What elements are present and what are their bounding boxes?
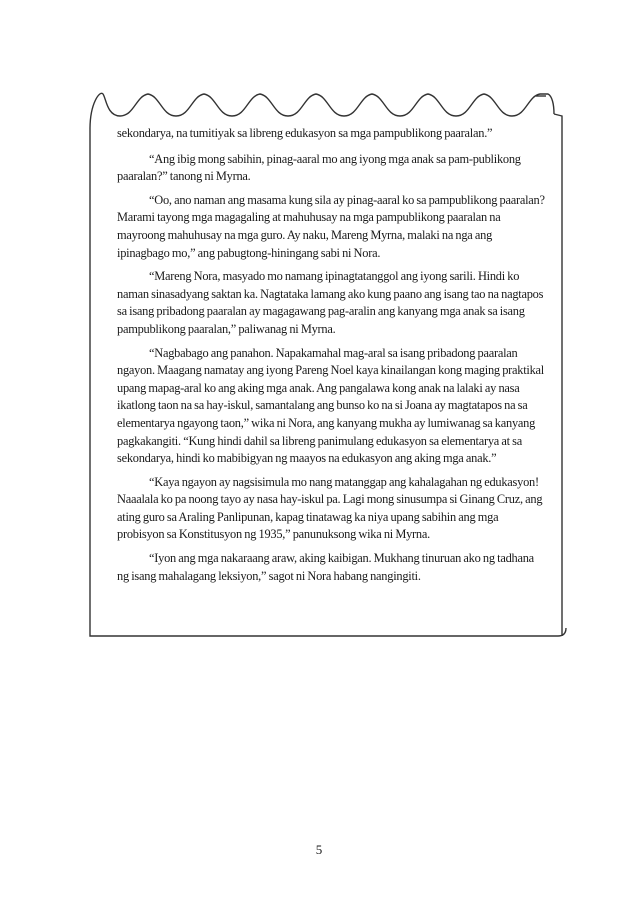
card-left-edge — [90, 129, 94, 636]
story-paragraph-3: “Oo, ano naman ang masama kung sila ay pinag-aaral ko sa pampublikong paaralan? Marami tayong mga magagaling at mahuhusay na mga pampublikong paaralan na mayroong mahuhusay na mga guro. Ay naku, Mareng Myrna, malaki na nga ang ipinagbago mo,” ang pabugtong-hiningang sabi ni Nora. — [117, 192, 545, 260]
card-bottom-edge — [94, 628, 566, 636]
story-paragraph-6: “Kaya ngayon ay nagsisimula mo nang matanggap ang kahalagahan ng edukasyon! Naaalala ko pa noong tayo ay nasa hay-iskul pa. Lagi mong sinusumpa si Ginang Cruz, ang ating guro sa Araling Panlipunan, kapag tinatawag ka niya upang sabihin ang mga probisyon sa Konstitusyon ng 1935,” panunuksong wika ni Myrna. — [117, 474, 543, 542]
story-paragraph-7: “Iyon ang mga nakaraang araw, aking kaibigan. Mukhang tinuruan ako ng tadhana ng isang mahalagang leksiyon,” sagot ni Nora habang nangingiti. — [117, 551, 534, 583]
story-text — [117, 125, 545, 591]
story-paragraph-1: sekondarya, na tumitiyak sa libreng edukasyon sa mga pampublikong paaralan.” — [117, 126, 493, 140]
spiral-top-edge — [90, 93, 554, 129]
story-paragraph-2: “Ang ibig mong sabihin, pinag-aaral mo ang iyong mga anak sa pam-publikong paaralan?” tanong ni Myrna. — [117, 151, 521, 184]
card-right-edge — [554, 114, 562, 636]
story-paragraph-4: “Mareng Nora, masyado mo namang ipinagtatanggol ang iyong sarili. Hindi ko naman sinasadyang saktan ka. Nagtataka lamang ako kung paano ang isang tao na nagtapos sa isang pribadong paaralan ay magagawang pag-aralin ang kanyang mga anak sa isang pampublikong paaralan,” paliwanag ni Myrna. — [117, 269, 544, 336]
page-number: 5 — [315, 842, 323, 857]
story-paragraph-5: “Nagbabago ang panahon. Napakamahal mag-aral sa isang pribadong paaralan ngayon. Maagang namatay ang iyong Pareng Noel kaya kinailangan kong maging praktikal upang mapag-aral ko ang aking mga anak. Ang pangalawa kong anak na lalaki ay nasa ikatlong taon na sa hay-iskul, samantalang ang bunso ko na si Joana ay magtatapos na sa elementarya ngayong taon,” wika ni Nora, ang kanyang mukha ay lumiwanag sa kanyang pagkakangiti. “Kung hindi dahil sa libreng panimulang edukasyon sa elementarya at sa sekondarya, hindi ko mabibigyan ng maayos na edukasyon ang aking mga anak.” — [117, 345, 545, 466]
